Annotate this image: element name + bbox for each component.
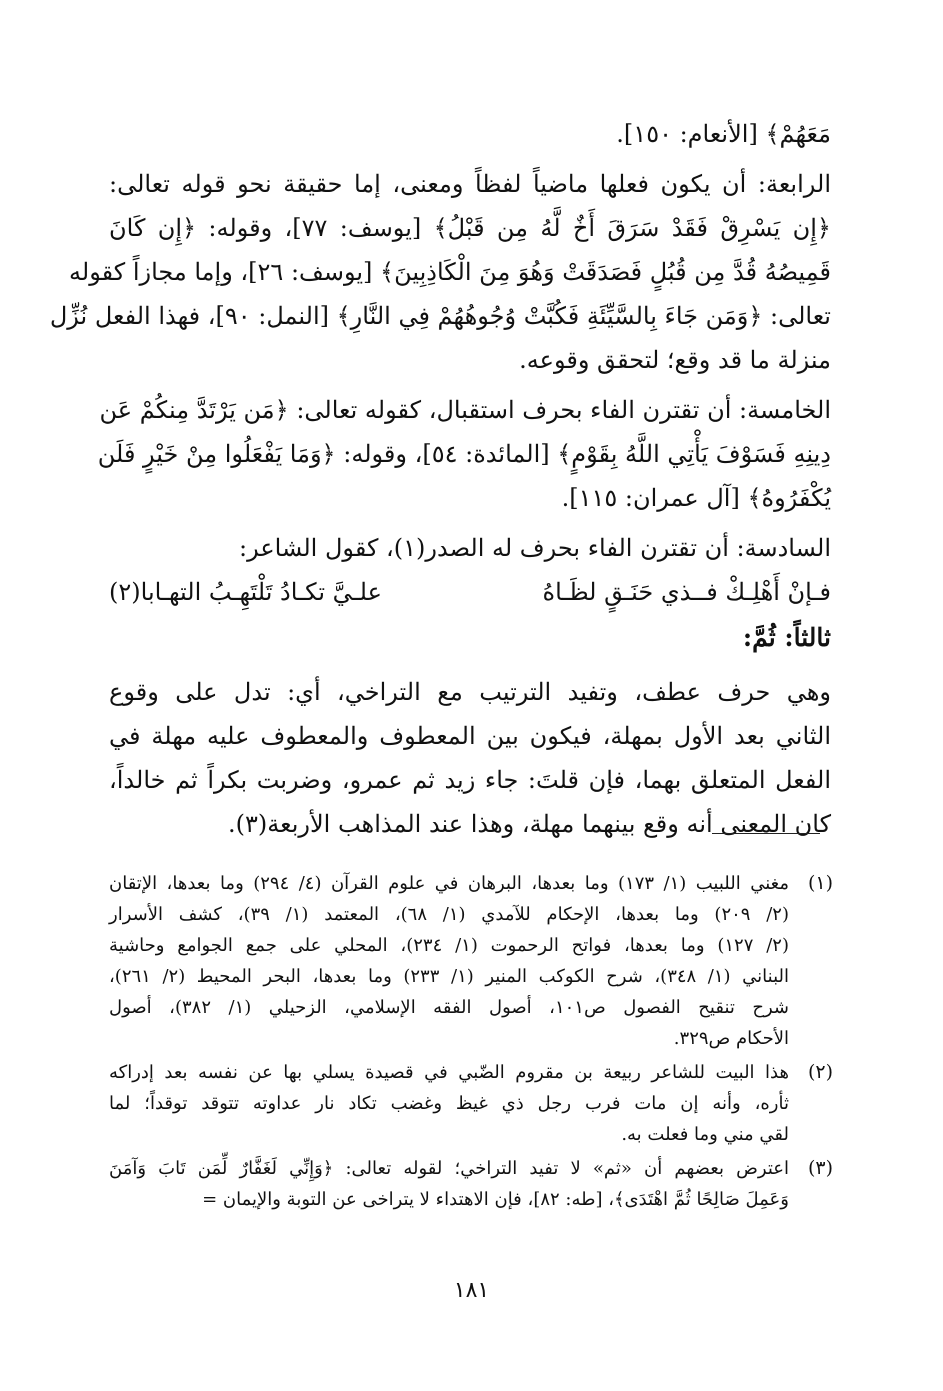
footnote-number: (١) [807,872,833,894]
footnote-line: وَعَمِلَ صَالِحًا ثُمَّ اهْتَدَى﴾، [طه: ٨٢]، فإن الاهتداء لا يتراخى عن التوبة والإيمان = [202,1189,789,1210]
text-line: كان المعنى أنه وقع بينهما مهلة، وهذا عند المذاهب الأربعة(٣). [228,810,831,838]
text-line: الفعل المتعلق بهما، فإن قلتَ: جاء زيد ثم عمرو، وضربت بكراً ثم خالداً، [109,766,831,794]
footnote-1 [109,868,833,1054]
footnote-line: (٢/ ٢٠٩) وما بعدها، الإحكام للآمدي (١/ ٦٨)، المعتمد (١/ ٣٩)، كشف الأسرار [109,904,789,925]
text-line: دِينِهِ فَسَوْفَ يَأْتِي اللَّهُ بِقَوْمٍ﴾ [المائدة: ٥٤]، وقوله: ﴿وَمَا يَفْعَلُوا مِنْ خَيْرٍ فَلَن [97,440,831,468]
footnote-separator [712,833,820,834]
text-line: قَمِيصُهُ قُدَّ مِن قُبُلٍ فَصَدَقَتْ وَهُوَ مِنَ الْكَاذِبِينَ﴾ [يوسف: ٢٦]، وإما مجازاً كقوله [69,258,831,286]
footnote-line: البناني (١/ ٣٤٨)، شرح الكوكب المنير (١/ ٢٣٣) وما بعدها، البحر المحيط (٢/ ٢٦١)، [109,966,789,987]
text-line: الثاني بعد الأول بمهلة، فيكون بين المعطوف والمعطوف عليه مهلة في [109,722,831,750]
footnote-body [109,868,789,1054]
footnote-number: (٢) [807,1061,833,1083]
text-line: مَعَهُمْ﴾ [الأنعام: ١٥٠]. [616,120,831,148]
paragraph-block-1 [109,112,831,156]
footnote-line: الأحكام ص٣٢٩. [673,1028,789,1049]
text-line: وهي حرف عطف، وتفيد الترتيب مع التراخي، أي: تدل على وقوع [109,678,831,706]
text-line: الخامسة: أن تقترن الفاء بحرف استقبال، كقوله تعالى: ﴿مَن يَرْتَدَّ مِنكُمْ عَن [99,396,831,424]
footnote-body [109,1057,789,1150]
page-number: ١٨١ [453,1278,490,1303]
paragraph-block-5 [109,670,831,846]
text-line: يُكْفَرُوهُ﴾ [آل عمران: ١١٥]. [561,484,831,512]
section-heading: ثالثاً: ثُمَّ: [742,623,831,652]
footnote-line: شرح تنقيح الفصول ص١٠١، أصول الفقه الإسلامي، الزحيلي (١/ ٣٨٢)، أصول [109,997,790,1018]
footnote-line: هذا البيت للشاعر ربيعة بن مقروم الضّبي في قصيدة يسلي بها عن نفسه بعد إدراكه [109,1062,789,1083]
text-line: الرابعة: أن يكون فعلها ماضياً لفظاً ومعنى، إما حقيقة نحو قوله تعالى: [109,170,831,198]
paragraph-block-2 [49,162,831,382]
main-text [49,112,831,846]
footnote-line: مغني اللبيب (١/ ١٧٣) وما بعدها، البرهان في علوم القرآن (٤/ ٢٩٤) وما بعدها، الإتقان [109,873,789,894]
paragraph-block-4 [109,526,831,570]
poetry-verse [109,570,831,614]
verse-second-hemistich: علـيَّ تكـادُ تَلْتَهِـبُ التهـابا(٢) [109,578,382,606]
footnote-body [109,1153,789,1215]
text-line: السادسة: أن تقترن الفاء بحرف له الصدر(١)، كقول الشاعر: [239,534,831,562]
text-line: تعالى: ﴿وَمَن جَاءَ بِالسَّيِّئَةِ فَكُبَّتْ وُجُوهُهُمْ فِي النَّارِ﴾ [النمل: ٩٠]، فهذا الفعل نُزِّل [49,302,831,330]
footnote-number: (٣) [807,1157,833,1179]
footnote-line: ثأره، وأنه إن مات فرب رجل ذي غيظ وغضب تكاد نار عداوته تتوقد توقداً؛ لما [109,1093,789,1114]
footnote-3 [109,1153,833,1215]
footnotes [109,868,833,1215]
footnote-line: اعترض بعضهم أن «ثم» لا تفيد التراخي؛ لقوله تعالى: ﴿وَإِنِّي لَغَفَّارٌ لِّمَن تَابَ وَآمَنَ [109,1158,789,1179]
footnote-2 [109,1057,833,1150]
text-line: منزلة ما قد وقع؛ لتحقق وقوعه. [519,346,831,374]
footnote-line: لقي مني وما فعلت به. [621,1124,789,1145]
verse-first-hemistich: فـإنْ أَهْلِـكْ فــذي حَنَـقٍ لظَـاهُ [542,578,831,606]
footnote-line: (٢/ ١٢٧) وما بعدها، فواتح الرحموت (١/ ٢٣٤)، المحلي على جمع الجوامع وحاشية [109,935,789,956]
text-line: ﴿إِن يَسْرِقْ فَقَدْ سَرَقَ أَخٌ لَّهُ مِن قَبْلُ﴾ [يوسف: ٧٧]، وقوله: ﴿إِن كَانَ [109,214,831,242]
paragraph-block-3 [97,388,831,520]
